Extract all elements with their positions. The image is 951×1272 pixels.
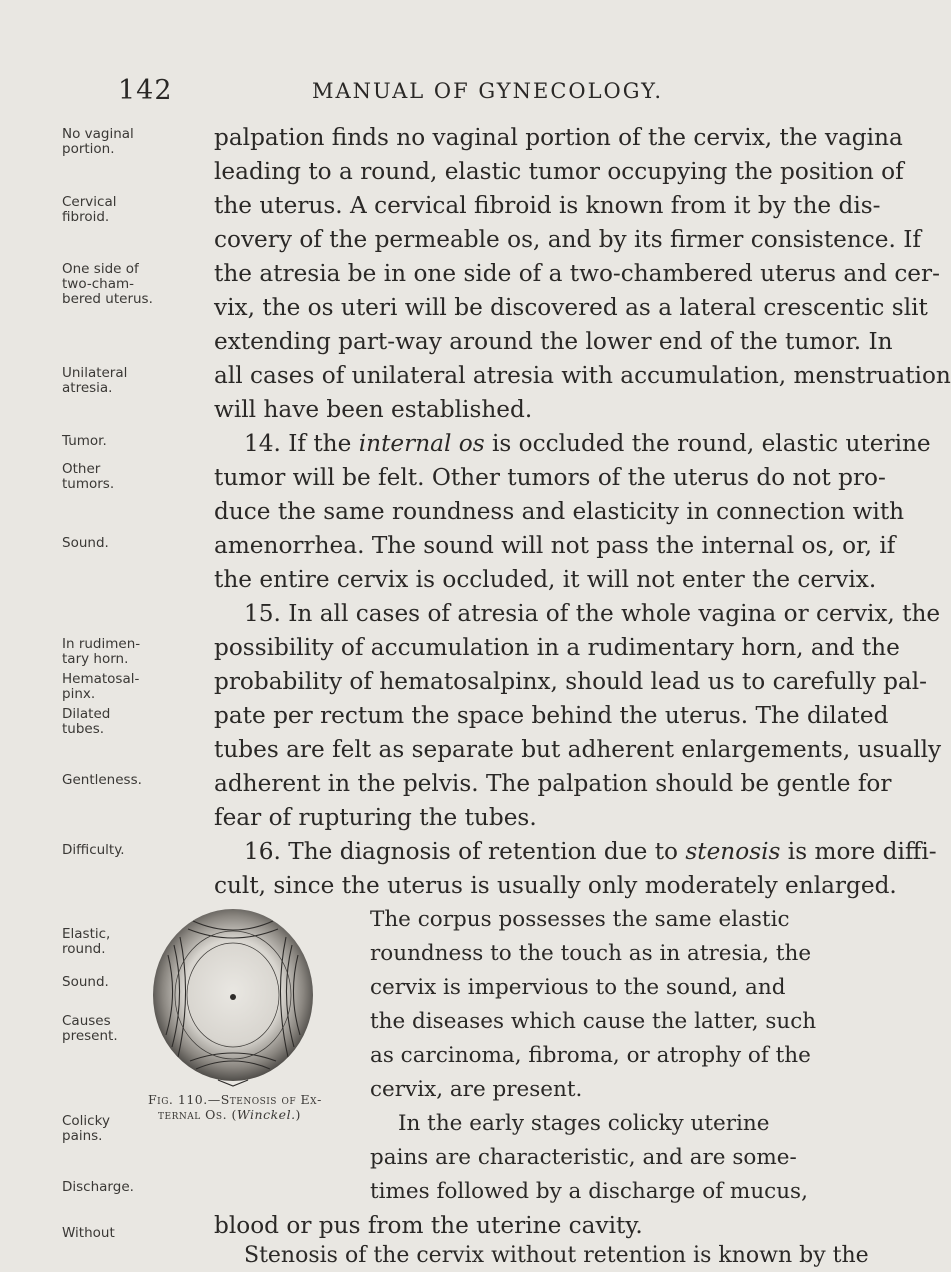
margin-note bbox=[62, 195, 116, 225]
margin-note-line: atresia. bbox=[62, 380, 113, 396]
external-os bbox=[230, 994, 236, 1000]
margin-note-line: Unilateral bbox=[62, 365, 128, 381]
body-line: blood or pus from the uterine cavity. bbox=[214, 1212, 643, 1239]
margin-note-line: Discharge. bbox=[62, 1179, 134, 1195]
body-line: pains are characteristic, and are some- bbox=[370, 1145, 797, 1170]
line-part: is more diffi- bbox=[780, 838, 937, 865]
body-line bbox=[244, 836, 937, 868]
margin-note-line: Without bbox=[62, 1225, 115, 1241]
margin-note-line: Cervical bbox=[62, 194, 117, 210]
margin-note-line: two-cham- bbox=[62, 276, 134, 292]
margin-note-line: Causes bbox=[62, 1013, 111, 1029]
margin-note-line: pains. bbox=[62, 1128, 103, 1144]
body-line: extending part-way around the lower end of the tumor. In bbox=[214, 328, 893, 355]
margin-note-line: tubes. bbox=[62, 721, 105, 737]
margin-note bbox=[62, 927, 110, 957]
body-line bbox=[244, 428, 931, 460]
margin-note-line: Dilated bbox=[62, 706, 111, 722]
body-line: times followed by a discharge of mucus, bbox=[370, 1179, 808, 1204]
margin-note-line: portion. bbox=[62, 141, 115, 157]
margin-note bbox=[62, 1226, 115, 1241]
line-part: 14. If the bbox=[244, 430, 359, 457]
body-line: 15. In all cases of atresia of the whole vagina or cervix, the bbox=[244, 600, 941, 627]
margin-note bbox=[62, 262, 153, 307]
margin-note bbox=[62, 536, 109, 551]
body-line: amenorrhea. The sound will not pass the internal os, or, if bbox=[214, 532, 896, 559]
margin-note-line: One side of bbox=[62, 261, 139, 277]
running-head: MANUAL OF GYNECOLOGY. bbox=[312, 79, 664, 103]
margin-note bbox=[62, 843, 125, 858]
margin-note-line: Difficulty. bbox=[62, 842, 125, 858]
margin-note-line: Hematosal- bbox=[62, 671, 140, 687]
margin-note bbox=[62, 637, 140, 667]
margin-note bbox=[62, 1180, 134, 1195]
body-line: cervix, are present. bbox=[370, 1077, 583, 1102]
italic-term: stenosis bbox=[685, 838, 781, 865]
margin-note-line: Sound. bbox=[62, 535, 109, 551]
body-line: the uterus. A cervical fibroid is known from it by the dis- bbox=[214, 192, 881, 219]
body-line: pate per rectum the space behind the uterus. The dilated bbox=[214, 702, 889, 729]
caption-part: ternal Os. ( bbox=[158, 1107, 237, 1122]
body-line: the entire cervix is occluded, it will not enter the cervix. bbox=[214, 566, 877, 593]
margin-note-line: In rudimen- bbox=[62, 636, 141, 652]
margin-note-line: round. bbox=[62, 941, 106, 957]
body-line: The corpus possesses the same elastic bbox=[370, 907, 790, 932]
line-part: 16. The diagnosis of retention due to bbox=[244, 838, 686, 865]
body-line: tubes are felt as separate but adherent enlargements, usually bbox=[214, 736, 942, 763]
margin-note bbox=[62, 672, 139, 702]
margin-note-line: fibroid. bbox=[62, 209, 110, 225]
caption-line bbox=[148, 1107, 348, 1122]
line-part: is occluded the round, elastic uterine bbox=[484, 430, 931, 457]
body-line: the atresia be in one side of a two-chambered uterus and cer- bbox=[214, 260, 940, 287]
margin-note bbox=[62, 1114, 110, 1144]
body-line: probability of hematosalpinx, should lead us to carefully pal- bbox=[214, 668, 927, 695]
margin-note-line: tary horn. bbox=[62, 651, 129, 667]
caption-source: Winckel. bbox=[236, 1107, 296, 1122]
caption-line: Fig. 110.—Stenosis of Ex- bbox=[148, 1092, 322, 1107]
body-line: Stenosis of the cervix without retention is known by the bbox=[244, 1243, 869, 1268]
margin-note-line: pinx. bbox=[62, 686, 96, 702]
body-line: cult, since the uterus is usually only moderately enlarged. bbox=[214, 872, 897, 899]
page-number: 142 bbox=[118, 75, 173, 106]
body-line: the diseases which cause the latter, such bbox=[370, 1009, 817, 1034]
body-line: all cases of unilateral atresia with accumulation, menstruation bbox=[214, 362, 951, 389]
margin-note-line: Other bbox=[62, 461, 101, 477]
margin-note bbox=[62, 462, 114, 492]
body-line: palpation finds no vaginal portion of the cervix, the vagina bbox=[214, 124, 903, 151]
margin-note bbox=[62, 366, 127, 396]
body-line: will have been established. bbox=[214, 396, 533, 423]
margin-note-line: present. bbox=[62, 1028, 118, 1044]
figure-caption bbox=[148, 1092, 348, 1122]
margin-note bbox=[62, 1014, 118, 1044]
body-line: tumor will be felt. Other tumors of the uterus do not pro- bbox=[214, 464, 886, 491]
italic-term: internal os bbox=[358, 430, 485, 457]
margin-note-line: Tumor. bbox=[62, 433, 107, 449]
margin-note bbox=[62, 434, 107, 449]
body-line: roundness to the touch as in atresia, the bbox=[370, 941, 812, 966]
body-line: covery of the permeable os, and by its firmer consistence. If bbox=[214, 226, 921, 253]
margin-note-line: Gentleness. bbox=[62, 772, 142, 788]
margin-note bbox=[62, 707, 110, 737]
margin-note-line: No vaginal bbox=[62, 126, 134, 142]
body-line: In the early stages colicky uterine bbox=[398, 1111, 770, 1136]
body-line: possibility of accumulation in a rudimentary horn, and the bbox=[214, 634, 900, 661]
margin-note bbox=[62, 975, 109, 990]
body-line: adherent in the pelvis. The palpation should be gentle for bbox=[214, 770, 892, 797]
margin-note bbox=[62, 127, 134, 157]
body-line: duce the same roundness and elasticity in connection with bbox=[214, 498, 905, 525]
stenosis-figure bbox=[148, 905, 318, 1090]
margin-note-line: Colicky bbox=[62, 1113, 110, 1129]
margin-note-line: Sound. bbox=[62, 974, 109, 990]
body-line: leading to a round, elastic tumor occupying the position of bbox=[214, 158, 904, 185]
body-line: cervix is impervious to the sound, and bbox=[370, 975, 786, 1000]
body-line: vix, the os uteri will be discovered as a lateral crescentic slit bbox=[214, 294, 928, 321]
page-header bbox=[0, 75, 800, 115]
margin-note-line: tumors. bbox=[62, 476, 115, 492]
body-line: fear of rupturing the tubes. bbox=[214, 804, 537, 831]
margin-note-line: bered uterus. bbox=[62, 291, 153, 307]
margin-note-line: Elastic, bbox=[62, 926, 111, 942]
margin-note bbox=[62, 773, 142, 788]
body-line: as carcinoma, fibroma, or atrophy of the bbox=[370, 1043, 811, 1068]
caption-part: ) bbox=[295, 1107, 301, 1122]
